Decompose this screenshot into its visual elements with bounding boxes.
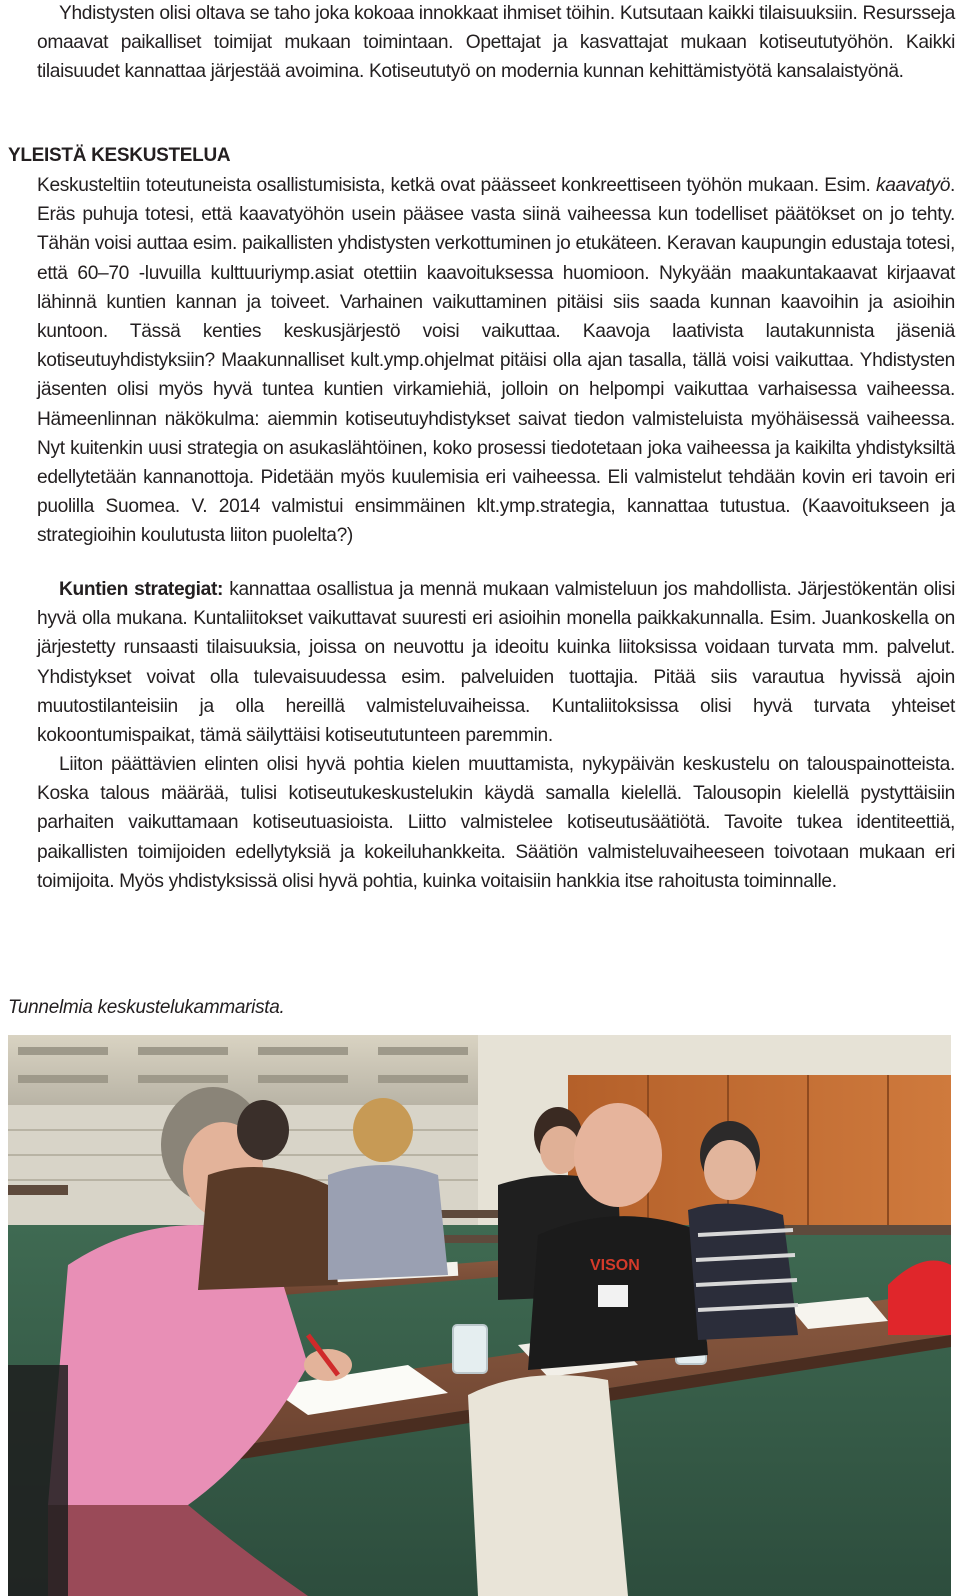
- emphasized-term: kaavatyö: [876, 175, 951, 196]
- discussion-paragraph-3: Liiton päättävien elinten olisi hyvä pohtia kielen muuttamista, nykypäivän keskustelu on talouspainotteista. Koska talous määrää, tulisi kotiseutukeskustelukin käydä samalla kielellä. Talousopin kielellä pystyttäisiin parhaiten vaikuttamaan kotiseutuasioista. Liitto valmistelee kotiseutusäätiötä. Tavoite tukea identiteettiä, paikallisten toimijoiden edellytyksiä ja kokeiluhankkeita. Säätiön valmisteluvaiheeseen toivotaan mukaan eri toimijoita. Myös yhdistyksissä olisi hyvä pohtia, kuinka voitaisiin hankkia itse rahoitusta toiminnalle.: [37, 754, 955, 892]
- shirt-logo-text: VISON: [590, 1257, 640, 1274]
- paragraph-text: Keskusteltiin toteutuneista osallistumisista, ketkä ovat päässeet konkreettiseen työhön mukaan. Esim.: [37, 175, 877, 196]
- paragraph-lead: Kuntien strategiat:: [59, 579, 224, 600]
- meeting-photo: [8, 1035, 951, 1596]
- paragraph-text: kannattaa osallistua ja mennä mukaan valmisteluun jos mahdollista. Järjestökentän olisi hyvä olla mukana. Kuntaliitokset vaikuttavat suuresti eri asioihin monella paikkakunnalla. Esim. Juankoskella on järjestetty runsaasti tilaisuuksia, joissa on neuvottu ja ideoitu kuinka liitoksissa voidaan turvata mm. palvelut. Yhdistykset voivat olla tulevaisuudessa esim. palveluiden tuottajia. Pitää siis varautua hyvissä ajoin muutostilanteisiin ja olla hereillä valmisteluvaiheissa. Kuntaliitoksissa olisi hyvä turvata yhteiset kokoontumispaikat, tämä säilyttäisi kotiseututunteen paremmin.: [37, 579, 955, 747]
- paragraph-text: . Eräs puhuja totesi, että kaavatyöhön usein pääsee vasta siinä vaiheessa kun todelliset päätökset on jo tehty. Tähän voisi auttaa esim. paikallisten yhdistysten verkottuminen jo etukäteen. Keravan kaupungin edustaja totesi, että 60–70 -luvuilla kulttuuriymp.asiat otettiin kaavoituksessa huomioon. Nykyään maakuntakaavat kirjaavat lähinnä kuntien kannan ja toiveet. Varhainen vaikuttaminen pitäisi siis saada kunnan kaavoihin ja asioihin kuntoon. Tässä kenties keskusjärjestö voisi vaikuttaa. Kaavoja laativista lautakunnista jäseniä kotiseutuyhdistyksiin? Maakunnalliset kult.ymp.ohjelmat pitäisi olla ajan tasalla, tällä voisi vaikuttaa. Yhdistysten jäsenten olisi myös hyvä tuntea kuntien virkamiehiä, jolloin on helpompi vaikuttaa varhaisessa vaiheessa. Hämeenlinnan näkökulma: aiemmin kotiseutuyhdistykset saivat tiedon valmisteluista myöhäisessä vaiheessa. Nyt kuitenkin uusi strategia on asukaslähtöinen, koko prosessi tiedotetaan joka vaiheessa ja kaikilta yhdistyksiltä edellytetään kannanottoja. Pidetään myös kuulemisia eri vaiheessa. Eli valmistelut tehdään kovin eri tavoin eri puolilla Suomea. V. 2014 valmistui ensimmäinen klt.ymp.strategia, kannattaa tutustua. (Kaavoitukseen ja strategioihin koulutusta liiton puolelta?): [37, 175, 955, 547]
- photo-caption: Tunnelmia keskustelukammarista.: [8, 997, 285, 1018]
- discussion-paragraph-2: [37, 575, 955, 750]
- section-heading: YLEISTÄ KESKUSTELUA: [8, 145, 231, 166]
- meeting-photo-illustration: [8, 1035, 951, 1596]
- intro-paragraph: Yhdistysten olisi oltava se taho joka kokoaa innokkaat ihmiset töihin. Kutsutaan kaikki tilaisuuksiin. Resursseja omaavat paikalliset toimijat mukaan toimintaan. Opettajat ja kasvattajat mukaan kotiseututyöhön. Kaikki tilaisuudet kannattaa järjestää avoimina. Kotiseututyö on modernia kunnan kehittämistyötä kansalaistyönä.: [37, 3, 955, 83]
- discussion-paragraph-1: [37, 171, 955, 551]
